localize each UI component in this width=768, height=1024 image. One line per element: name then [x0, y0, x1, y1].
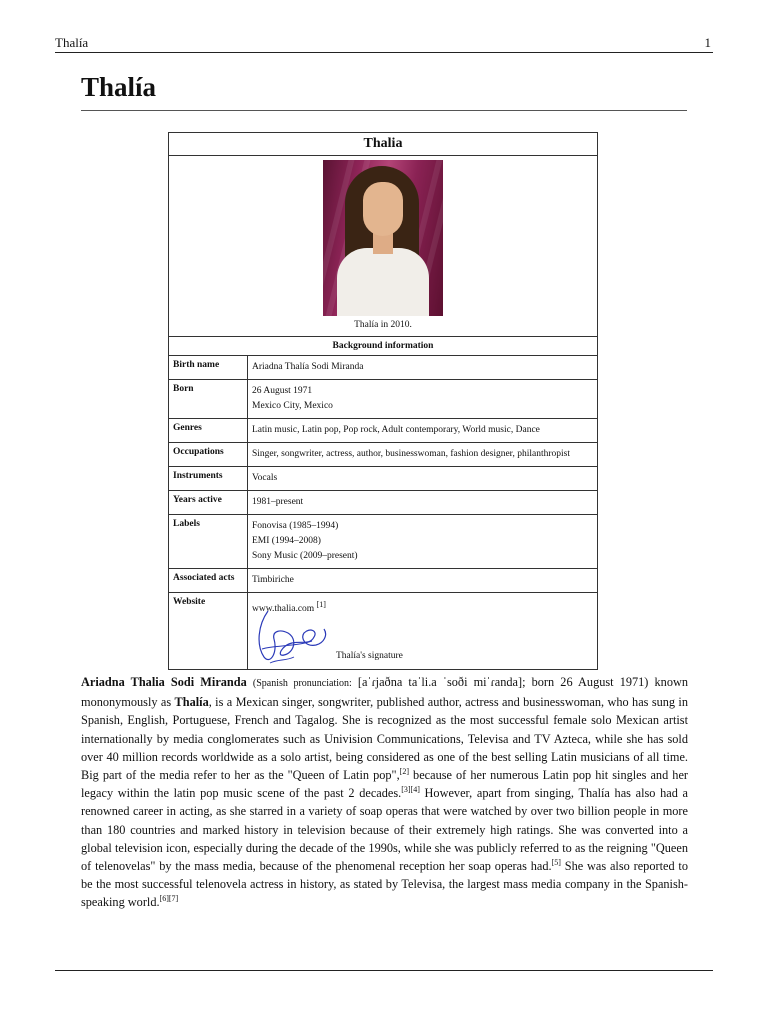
- row-label: Website: [169, 593, 248, 670]
- row-value[interactable]: Sony Music (2009–present): [252, 551, 358, 561]
- row-value[interactable]: EMI (1994–2008): [252, 536, 321, 546]
- signature-caption: Thalía's signature: [336, 651, 403, 661]
- row-value[interactable]: Latin music, Latin pop, Pop rock, Adult contemporary, World music, Dance: [252, 425, 540, 435]
- portrait-photo[interactable]: [323, 160, 443, 316]
- row-value[interactable]: Mexico City, Mexico: [252, 401, 333, 411]
- pronunciation-label[interactable]: (Spanish pronunciation:: [252, 678, 352, 689]
- article-body: [81, 673, 688, 912]
- infobox-row: [169, 419, 598, 443]
- row-label: Years active: [169, 491, 248, 515]
- running-title: Thalía: [55, 35, 89, 50]
- row-value: 1981–present: [252, 497, 304, 507]
- row-value[interactable]: Vocals: [252, 473, 278, 483]
- row-label: Birth name: [169, 356, 248, 380]
- infobox-row: [169, 569, 598, 593]
- page-number: 1: [704, 35, 711, 50]
- infobox-section-header: Background information: [169, 337, 598, 356]
- page-title: Thalía: [81, 72, 157, 102]
- infobox-row: [169, 491, 598, 515]
- row-label: Labels: [169, 515, 248, 569]
- infobox-row: [169, 443, 598, 467]
- infobox-title: Thalia: [169, 133, 598, 156]
- body-text-segment: because of her numerous Latin pop hit singles and her legacy within the latin pop music scene of the past 2 decades.: [81, 768, 689, 801]
- reference-link[interactable]: [1]: [316, 600, 326, 609]
- row-label: Occupations: [169, 443, 248, 467]
- row-label: Genres: [169, 419, 248, 443]
- infobox-image-cell: [169, 156, 598, 337]
- infobox-row: [169, 356, 598, 380]
- infobox-row: [169, 467, 598, 491]
- mononym: Thalía: [174, 695, 209, 710]
- body-text-segment: , is a Mexican singer, songwriter, published author, actress and businesswoman, who has sung in Spanish, English, Portuguese, French and Tagalog. She is recognized as the most successful female solo Mexican artist internationally by media conglomerates such as Univision Communications, Televisa and TV Azteca, while she has sold over 40 million records worldwide as a solo artist, being considered as one of the best selling Latin musicians of all time. Big part of the media refer to her as the "Queen of Latin pop",: [81, 695, 688, 783]
- reference-link[interactable]: [2]: [399, 766, 409, 776]
- website-link[interactable]: www.thalia.com: [252, 604, 315, 615]
- body-text-segment: However, apart from singing, Thalía has also had a renowned career in acting, as she starred in a variety of soap operas that were watched by over two billion people in more than 180 countries and marked history in television because of their extremely high ratings. She was converted into a global television icon, especially during the decade of the 1990s, while she was publicly referred to as the reigning "Queen of telenovelas" by the mass media, because of the phenomenal reception her soap operas had.: [81, 786, 689, 874]
- row-label: Associated acts: [169, 569, 248, 593]
- row-value[interactable]: Timbiriche: [252, 575, 294, 585]
- row-label: Born: [169, 380, 248, 419]
- row-label: Instruments: [169, 467, 248, 491]
- title-divider: [81, 110, 687, 111]
- signature-icon: [254, 605, 332, 669]
- reference-link[interactable]: [6][7]: [159, 894, 179, 904]
- row-value[interactable]: Ariadna Thalía Sodi Miranda: [252, 362, 364, 372]
- row-value[interactable]: Fonovisa (1985–1994): [252, 521, 339, 531]
- image-caption: Thalía in 2010.: [354, 320, 412, 330]
- row-value[interactable]: Singer, songwriter, actress, author, businesswoman, fashion designer, philanthropist: [252, 449, 570, 459]
- infobox: [168, 132, 598, 670]
- row-value: 26 August 1971: [252, 386, 313, 396]
- infobox-row: [169, 380, 598, 419]
- reference-link[interactable]: [5]: [551, 857, 561, 867]
- infobox-row-website: [169, 593, 598, 670]
- pronunciation-ipa: [aˈɾjaðna taˈli.a ˈsoði miˈɾanda]; born 26 August 1971) known mononymously as: [81, 675, 688, 710]
- running-header: [55, 34, 713, 53]
- infobox-row: [169, 515, 598, 569]
- subject-name: Ariadna Thalia Sodi Miranda: [81, 675, 247, 689]
- reference-link[interactable]: [3][4]: [401, 785, 420, 795]
- footer-divider: [55, 970, 713, 971]
- body-text-segment: She was also reported to be the most successful telenovela actress in history, as stated by Televisa, the largest mass media company in the Spanish-speaking world.: [81, 859, 688, 910]
